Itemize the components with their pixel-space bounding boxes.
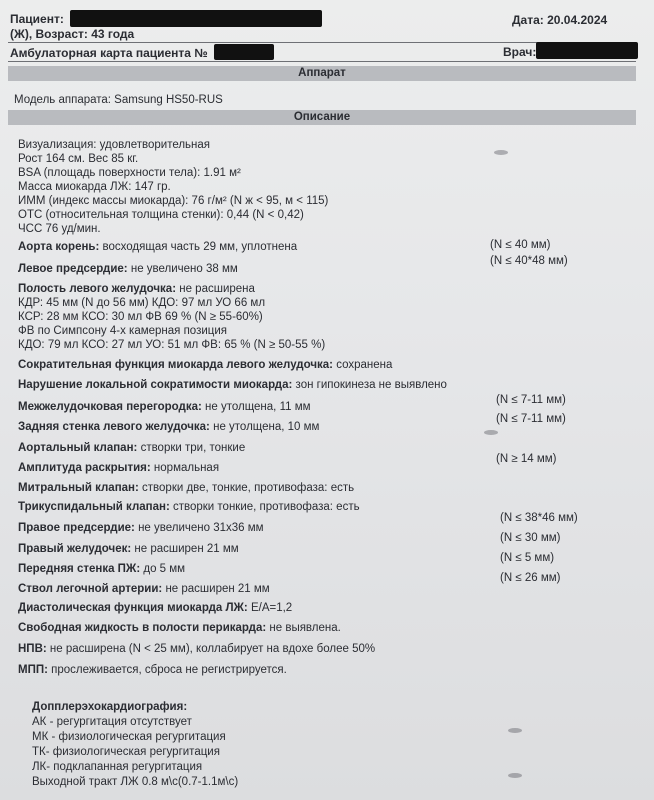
doctor-label: Врач: [503, 45, 537, 59]
print-smudge [494, 150, 508, 155]
tv-label: Трикуспидальный клапан: [18, 501, 170, 513]
pw-norm: (N ≤ 7-11 мм) [496, 413, 566, 425]
device-model: Модель аппарата: Samsung HS50-RUS [14, 94, 223, 106]
rv-label: Правый желудочек: [18, 543, 132, 555]
mpp-label: МПП: [18, 664, 48, 676]
av-label: Аортальный клапан: [18, 442, 138, 454]
pa-value: не расширен 21 мм [165, 583, 270, 595]
ivc-label: НПВ: [18, 643, 47, 655]
mpp-row [18, 663, 287, 677]
lv-row [18, 282, 255, 296]
visualization: Визуализация: удовлетворительная [18, 139, 211, 151]
mv-row [18, 481, 354, 495]
amp-label: Амплитуда раскрытия: [18, 462, 151, 474]
aorta-value: восходящая часть 29 мм, уплотнена [102, 241, 298, 253]
local-label: Нарушение локальной сократимости миокарда: [18, 379, 293, 391]
local-value: зон гипокинеза не выявлено [295, 379, 447, 391]
ra-norm: (N ≤ 38*46 мм) [500, 512, 578, 524]
sex-age: (Ж), Возраст: 43 года [10, 27, 135, 41]
local-row [18, 378, 447, 392]
la-row [18, 262, 238, 276]
aorta-row [18, 240, 297, 254]
bsa: BSA (площадь поверхности тела): 1.91 м² [18, 167, 241, 179]
rvw-value: до 5 мм [143, 563, 186, 575]
tv-row [18, 500, 360, 514]
pw-row [18, 420, 319, 434]
aorta-label: Аорта корень: [18, 241, 100, 253]
card-label: Амбулаторная карта пациента № [10, 46, 208, 60]
doppler-tk: ТК- физиологическая регургитация [32, 746, 220, 758]
contract-value: сохранена [336, 359, 393, 371]
contract-label: Сократительная функция миокарда левого желудочка: [18, 359, 333, 371]
pa-row [18, 582, 270, 596]
redacted-doctor-name [536, 42, 638, 59]
rv-row [18, 542, 239, 556]
amp-norm: (N ≥ 14 мм) [496, 453, 557, 465]
la-label: Левое предсердие: [18, 263, 128, 275]
rvw-row [18, 562, 185, 576]
aorta-norm: (N ≤ 40 мм) [490, 239, 551, 251]
print-smudge [508, 728, 522, 733]
rvw-label: Передняя стенка ПЖ: [18, 563, 141, 575]
fluid-label: Свободная жидкость в полости перикарда: [18, 622, 267, 634]
doppler-title: Допплерэхокардиография: [32, 701, 188, 713]
ivc-row [18, 642, 375, 656]
lv-value: не расширена [179, 283, 255, 295]
redacted-card-number [214, 44, 274, 60]
print-smudge [484, 430, 498, 435]
date-label: Дата: 20.04.2024 [512, 13, 608, 27]
ivs-norm: (N ≤ 7-11 мм) [496, 394, 566, 406]
la-norm: (N ≤ 40*48 мм) [490, 255, 568, 267]
ra-label: Правое предсердие: [18, 522, 135, 534]
kdo: КДО: 79 мл КСО: 27 мл УО: 51 мл ФВ: 65 % (N ≥ 50-55 %) [18, 339, 326, 351]
rvw-norm: (N ≤ 5 мм) [500, 552, 555, 564]
av-row [18, 441, 245, 455]
contract-row [18, 358, 392, 372]
patient-label: Пациент: [10, 12, 64, 26]
mass-index: ИММ (индекс массы миокарда): 76 г/м² (N ж < 95, м < 115) [18, 195, 329, 207]
ra-value: не увеличено 31х36 мм [138, 522, 264, 534]
ra-row [18, 521, 264, 535]
amp-row [18, 461, 219, 475]
rv-norm: (N ≤ 30 мм) [500, 532, 561, 544]
rwt: ОТС (относительная толщина стенки): 0,44 (N < 0,42) [18, 209, 304, 221]
lv-label: Полость левого желудочка: [18, 283, 177, 295]
dias-label: Диастолическая функция миокарда ЛЖ: [18, 602, 248, 614]
ivs-row [18, 400, 311, 414]
lv-mass: Масса миокарда ЛЖ: 147 гр. [18, 181, 171, 193]
ivc-value: не расширена (N < 25 мм), коллабирует на вдохе более 50% [49, 643, 376, 655]
print-smudge [508, 773, 522, 778]
ivs-label: Межжелудочковая перегородка: [18, 401, 202, 413]
fluid-row [18, 621, 341, 635]
la-value: не увеличено 38 мм [130, 263, 238, 275]
kdr: КДР: 45 мм (N до 56 мм) КДО: 97 мл УО 66 мл [18, 297, 266, 309]
pw-label: Задняя стенка левого желудочка: [18, 421, 210, 433]
rv-value: не расширен 21 мм [134, 543, 239, 555]
doppler-ak: АК - регургитация отсутствует [32, 716, 192, 728]
dias-row [18, 601, 292, 615]
pa-norm: (N ≤ 26 мм) [500, 572, 561, 584]
simpson: ФВ по Симпсону 4-х камерная позиция [18, 325, 228, 337]
height-weight: Рост 164 см. Вес 85 кг. [18, 153, 139, 165]
doppler-mk: МК - физиологическая регургитация [32, 731, 226, 743]
doppler-lk: ЛК- подклапанная регургитация [32, 761, 203, 773]
dias-value: E/A=1,2 [250, 602, 293, 614]
ivs-value: не утолщена, 11 мм [205, 401, 311, 413]
amp-value: нормальная [153, 462, 220, 474]
doppler-lvot: Выходной тракт ЛЖ 0.8 м\с(0.7-1.1м\с) [32, 776, 239, 788]
mv-value: створки две, тонкие, противофаза: есть [142, 482, 355, 494]
tv-value: створки тонкие, противофаза: есть [172, 501, 360, 513]
section-description: Описание [8, 110, 636, 125]
pa-label: Ствол легочной артерии: [18, 583, 163, 595]
header-divider-2 [8, 61, 636, 62]
av-value: створки три, тонкие [140, 442, 246, 454]
ksr: КСР: 28 мм КСО: 30 мл ФВ 69 % (N ≥ 55-60%) [18, 311, 263, 323]
pw-value: не утолщена, 10 мм [213, 421, 320, 433]
redacted-patient-name [70, 10, 322, 27]
mpp-value: прослеживается, сброса не регистрируется. [51, 664, 287, 676]
section-apparatus: Аппарат [8, 66, 636, 81]
heart-rate: ЧСС 76 уд/мин. [18, 223, 101, 235]
fluid-value: не выявлена. [269, 622, 341, 634]
mv-label: Митральный клапан: [18, 482, 139, 494]
